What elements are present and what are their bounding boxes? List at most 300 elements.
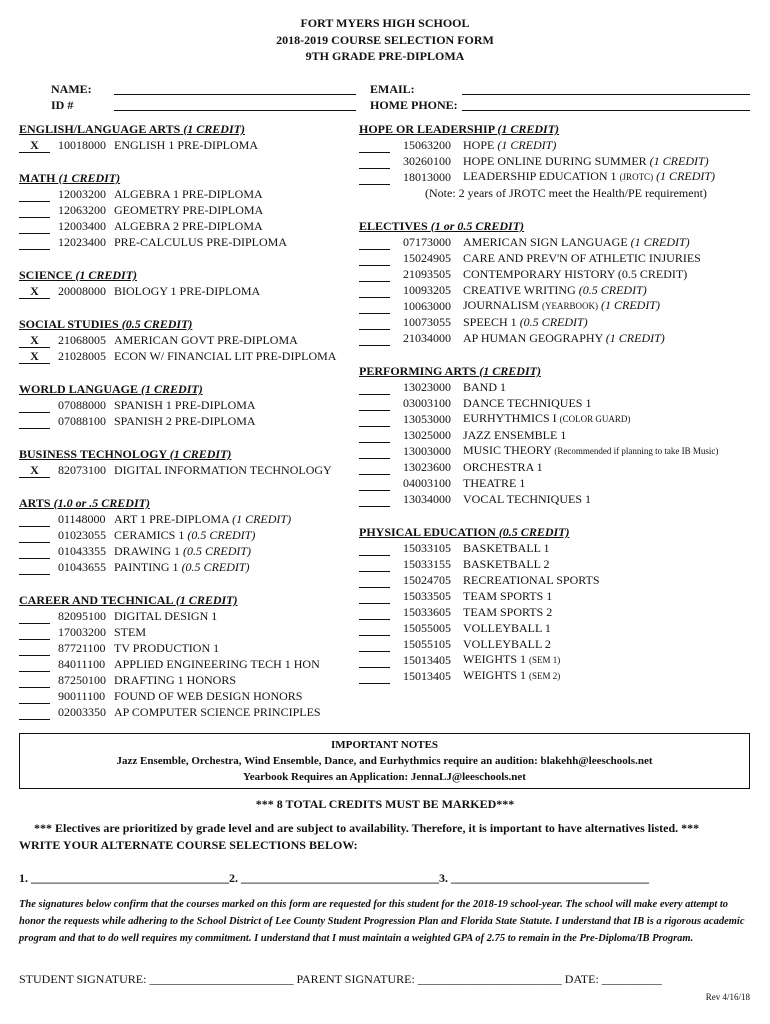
course-code: 84011100 xyxy=(58,657,106,671)
course-code: 87721100 xyxy=(58,641,106,655)
section-name: WORLD LANGUAGE xyxy=(19,382,142,396)
course-credit: (1 CREDIT) xyxy=(656,169,716,183)
course-checkbox[interactable] xyxy=(359,429,390,443)
course-title: HOPE xyxy=(463,138,495,152)
course-title: ECON W/ FINANCIAL LIT PRE-DIPLOMA xyxy=(114,349,337,363)
important-notes-yearbook: Yearbook Requires an Application: JennaLJ@leeschools.net xyxy=(243,771,526,783)
section-gap xyxy=(19,429,364,446)
course-row xyxy=(19,608,364,624)
course-name xyxy=(463,250,701,266)
course-title: ORCHESTRA 1 xyxy=(463,460,543,474)
course-credit: (1 CREDIT) xyxy=(630,235,690,249)
course-checkbox[interactable] xyxy=(359,268,390,282)
course-checkbox[interactable] xyxy=(19,658,50,672)
course-credit: (0.5 CREDIT) xyxy=(181,560,250,574)
course-row xyxy=(359,443,759,459)
course-credit: (0.5 CREDIT) xyxy=(183,544,252,558)
course-name xyxy=(463,410,630,427)
course-name xyxy=(463,604,552,620)
course-name xyxy=(463,379,506,395)
course-name xyxy=(114,704,321,720)
course-title: SPANISH 1 PRE-DIPLOMA xyxy=(114,398,256,412)
course-credit: (1 CREDIT) xyxy=(497,138,557,152)
course-row xyxy=(359,475,759,491)
course-checkbox[interactable] xyxy=(359,413,390,427)
course-row xyxy=(19,543,364,559)
course-code: 82095100 xyxy=(58,609,106,623)
course-code: 15055005 xyxy=(403,621,451,635)
course-title: FOUND OF WEB DESIGN HONORS xyxy=(114,689,303,703)
course-row xyxy=(359,234,759,250)
course-name xyxy=(463,282,647,298)
course-row xyxy=(359,298,759,314)
email-field[interactable] xyxy=(462,94,750,95)
course-row xyxy=(359,556,759,572)
course-checkbox[interactable] xyxy=(359,590,390,604)
course-code: 12003400 xyxy=(58,219,106,233)
course-code: 13003000 xyxy=(403,444,451,458)
course-row xyxy=(19,413,364,429)
course-checkbox[interactable] xyxy=(359,477,390,491)
course-checkbox[interactable] xyxy=(359,622,390,636)
section-title xyxy=(359,524,759,540)
electives-notice: *** Electives are prioritized by grade level and are subject to availability. Therefore, it is important to have alternatives listed. *** xyxy=(34,821,700,835)
section-name: ELECTIVES xyxy=(359,219,431,233)
course-code: 13023000 xyxy=(403,380,451,394)
section-credit: (0.5 CREDIT) xyxy=(498,525,570,539)
course-row xyxy=(359,395,759,411)
section-credit: (1 or 0.5 CREDIT) xyxy=(430,219,525,233)
course-row xyxy=(359,411,759,427)
course-checkbox[interactable] xyxy=(19,188,50,202)
course-code: 10063000 xyxy=(403,299,451,313)
course-name xyxy=(114,186,263,202)
course-row xyxy=(359,266,759,282)
course-row xyxy=(359,250,759,266)
course-code: 07173000 xyxy=(403,235,451,249)
course-row xyxy=(19,202,364,218)
course-code: 13023600 xyxy=(403,460,451,474)
name-label: NAME: xyxy=(51,82,92,96)
course-credit: (0.5 CREDIT) xyxy=(519,315,588,329)
course-checkbox[interactable] xyxy=(19,415,50,429)
section-title xyxy=(19,446,364,462)
course-checkbox[interactable] xyxy=(359,638,390,652)
course-checkbox[interactable]: X xyxy=(19,139,50,153)
course-name xyxy=(463,297,660,314)
course-code: 04003100 xyxy=(403,476,451,490)
course-code: 87250100 xyxy=(58,673,106,687)
course-title: ART 1 PRE-DIPLOMA xyxy=(114,512,230,526)
course-row xyxy=(359,636,759,652)
course-title: SPANISH 2 PRE-DIPLOMA xyxy=(114,414,256,428)
course-name xyxy=(114,527,255,543)
course-note: (Recommended if planning to take IB Music) xyxy=(554,446,719,456)
course-checkbox[interactable] xyxy=(19,236,50,250)
course-credit: (1 CREDIT) xyxy=(601,298,661,312)
signature-lines[interactable]: STUDENT SIGNATURE: ________________________ PARENT SIGNATURE: ________________________ DATE: __________ xyxy=(19,972,662,986)
course-title: MUSIC THEORY xyxy=(463,443,552,457)
course-checkbox[interactable] xyxy=(19,220,50,234)
course-checkbox[interactable] xyxy=(19,561,50,575)
course-name xyxy=(114,511,291,527)
school-name: FORT MYERS HIGH SCHOOL xyxy=(300,16,470,30)
course-checkbox[interactable] xyxy=(359,171,390,185)
section-title xyxy=(19,267,364,283)
course-checkbox[interactable] xyxy=(19,690,50,704)
course-row xyxy=(359,572,759,588)
course-name xyxy=(114,559,250,575)
course-code: 01043355 xyxy=(58,544,106,558)
course-row xyxy=(19,511,364,527)
course-title: EURHYTHMICS I xyxy=(463,411,557,425)
course-checkbox[interactable] xyxy=(359,574,390,588)
course-name xyxy=(114,624,146,640)
section-credit: (1 CREDIT) xyxy=(141,382,203,396)
course-code: 18013000 xyxy=(403,170,451,184)
course-checkbox[interactable] xyxy=(359,558,390,572)
course-credit: (1 CREDIT) xyxy=(649,154,709,168)
section-gap xyxy=(19,364,364,381)
course-row xyxy=(359,314,759,330)
course-name xyxy=(114,543,251,559)
course-checkbox[interactable] xyxy=(359,316,390,330)
course-row xyxy=(359,137,759,153)
course-name xyxy=(114,608,217,624)
course-code: 07088000 xyxy=(58,398,106,412)
course-name xyxy=(463,427,566,443)
course-name xyxy=(114,640,219,656)
course-code: 01023055 xyxy=(58,528,106,542)
course-title: SPEECH 1 xyxy=(463,315,517,329)
phone-field[interactable] xyxy=(462,110,750,111)
course-title: APPLIED ENGINEERING TECH 1 HON xyxy=(114,657,320,671)
course-checkbox[interactable] xyxy=(359,236,390,250)
course-name xyxy=(463,395,591,411)
course-checkbox[interactable] xyxy=(359,493,390,507)
section-credit: (1 CREDIT) xyxy=(58,171,121,185)
course-name xyxy=(114,688,302,704)
course-title: BIOLOGY 1 PRE-DIPLOMA xyxy=(114,284,261,298)
course-code: 30260100 xyxy=(403,154,451,168)
course-title: TEAM SPORTS 2 xyxy=(463,605,553,619)
course-credit: (1 CREDIT) xyxy=(232,512,292,526)
course-code: 10073055 xyxy=(403,315,451,329)
course-row xyxy=(359,668,759,684)
alternates-heading: WRITE YOUR ALTERNATE COURSE SELECTIONS BELOW: xyxy=(19,838,358,852)
course-name xyxy=(114,137,258,153)
section-gap xyxy=(19,478,364,495)
consent-statement: The signatures below confirm that the courses marked on this form are requested for this student for the 2018-19 school-year. The school will make every attempt to honor the requests while adhering to the School District of Lee County Student Progression Plan and Florida State Statute. I understand that IB is a rigorous academic program and that to do well requires my commitment. I understand that I must maintain a weighted GPA of 2.75 to remain in the Pre-Diploma/IB Program. xyxy=(19,899,745,944)
revision-date: Rev 4/16/18 xyxy=(705,992,750,1002)
course-code: 17003200 xyxy=(58,625,106,639)
course-checkbox[interactable] xyxy=(19,706,50,720)
course-checkbox[interactable] xyxy=(359,284,390,298)
course-row xyxy=(359,282,759,298)
course-title: BASKETBALL 1 xyxy=(463,541,550,555)
course-title: AP HUMAN GEOGRAPHY xyxy=(463,331,603,345)
course-checkbox[interactable] xyxy=(359,670,390,684)
course-title: BASKETBALL 2 xyxy=(463,557,550,571)
course-row xyxy=(19,559,364,575)
course-checkbox[interactable] xyxy=(359,542,390,556)
section-gap xyxy=(359,507,759,524)
section-title xyxy=(359,363,759,379)
course-note: (SEM 2) xyxy=(529,671,561,681)
course-checkbox[interactable] xyxy=(359,155,390,169)
course-row xyxy=(19,283,364,299)
course-name xyxy=(114,413,256,429)
course-checkbox[interactable] xyxy=(359,606,390,620)
course-row xyxy=(359,604,759,620)
course-row xyxy=(359,540,759,556)
course-title: DANCE TECHNIQUES 1 xyxy=(463,396,592,410)
right-course-column xyxy=(359,121,759,684)
grade-title: 9TH GRADE PRE-DIPLOMA xyxy=(305,49,465,63)
course-checkbox[interactable] xyxy=(359,445,390,459)
course-row xyxy=(359,330,759,346)
course-row xyxy=(19,397,364,413)
section-name: BUSINESS TECHNOLOGY xyxy=(19,447,170,461)
course-code: 13025000 xyxy=(403,428,451,442)
course-row xyxy=(19,234,364,250)
section-credit: (1 CREDIT) xyxy=(169,447,232,461)
section-title xyxy=(19,592,364,608)
course-checkbox[interactable] xyxy=(19,610,50,624)
course-code: 10093205 xyxy=(403,283,451,297)
course-credit: (0.5 CREDIT) xyxy=(187,528,256,542)
course-code: 82073100 xyxy=(58,463,106,477)
course-name xyxy=(463,556,550,572)
section-name: MATH xyxy=(19,171,59,185)
section-credit: (1 CREDIT) xyxy=(75,268,138,282)
course-code: 21028005 xyxy=(58,349,106,363)
course-title: DIGITAL DESIGN 1 xyxy=(114,609,218,623)
course-row xyxy=(19,624,364,640)
course-checkbox[interactable]: X xyxy=(19,350,50,364)
course-checkbox[interactable] xyxy=(19,399,50,413)
course-title: CONTEMPORARY HISTORY (0.5 CREDIT) xyxy=(463,267,688,281)
course-code: 13053000 xyxy=(403,412,451,426)
section-credit: (0.5 CREDIT) xyxy=(121,317,193,331)
course-title: WEIGHTS 1 xyxy=(463,668,526,682)
course-title: PAINTING 1 xyxy=(114,560,179,574)
course-title: JOURNALISM xyxy=(463,298,540,312)
section-gap xyxy=(19,153,364,170)
course-title: LEADERSHIP EDUCATION 1 xyxy=(463,169,617,183)
course-row xyxy=(19,348,364,364)
course-name xyxy=(463,168,715,185)
course-title: AMERICAN SIGN LANGUAGE xyxy=(463,235,628,249)
course-title: AP COMPUTER SCIENCE PRINCIPLES xyxy=(114,705,321,719)
course-checkbox[interactable] xyxy=(19,674,50,688)
section-name: CAREER AND TECHNICAL xyxy=(19,593,176,607)
course-code: 12023400 xyxy=(58,235,106,249)
course-checkbox[interactable] xyxy=(359,461,390,475)
course-code: 15033155 xyxy=(403,557,451,571)
course-row xyxy=(359,620,759,636)
course-checkbox[interactable] xyxy=(359,381,390,395)
course-name xyxy=(463,153,709,169)
course-code: 10018000 xyxy=(58,138,106,152)
section-credit: (1.0 or .5 CREDIT) xyxy=(53,496,150,510)
course-checkbox[interactable] xyxy=(19,513,50,527)
course-name xyxy=(114,397,256,413)
course-name xyxy=(114,332,298,348)
course-row xyxy=(19,186,364,202)
section-title xyxy=(19,381,364,397)
course-checkbox[interactable]: X xyxy=(19,334,50,348)
course-code: 12003200 xyxy=(58,187,106,201)
course-name xyxy=(463,651,560,668)
name-field[interactable] xyxy=(114,94,356,95)
course-checkbox[interactable] xyxy=(359,332,390,346)
section-name: SOCIAL STUDIES xyxy=(19,317,122,331)
course-checkbox[interactable] xyxy=(19,204,50,218)
section-footnote: (Note: 2 years of JROTC meet the Health/PE requirement) xyxy=(425,186,707,200)
section-name: PHYSICAL EDUCATION xyxy=(359,525,499,539)
course-title: RECREATIONAL SPORTS xyxy=(463,573,600,587)
course-code: 21068005 xyxy=(58,333,106,347)
course-row xyxy=(359,652,759,668)
course-name xyxy=(463,475,525,491)
course-title: DIGITAL INFORMATION TECHNOLOGY xyxy=(114,463,332,477)
course-code: 15013405 xyxy=(403,653,451,667)
course-name xyxy=(114,283,260,299)
course-note: (COLOR GUARD) xyxy=(559,414,631,424)
course-checkbox[interactable] xyxy=(359,139,390,153)
total-credits-notice: *** 8 TOTAL CREDITS MUST BE MARKED*** xyxy=(255,797,515,811)
section-title xyxy=(359,121,759,137)
course-title: TEAM SPORTS 1 xyxy=(463,589,553,603)
course-note: (YEARBOOK) xyxy=(542,301,599,311)
course-code: 15033605 xyxy=(403,605,451,619)
course-code: 15013405 xyxy=(403,669,451,683)
course-title: HOPE ONLINE DURING SUMMER xyxy=(463,154,647,168)
section-name: ARTS xyxy=(19,496,54,510)
course-row xyxy=(19,688,364,704)
course-title: ALGEBRA 1 PRE-DIPLOMA xyxy=(114,187,263,201)
course-title: WEIGHTS 1 xyxy=(463,652,526,666)
section-name: ENGLISH/LANGUAGE ARTS xyxy=(19,122,184,136)
section-name: PERFORMING ARTS xyxy=(359,364,480,378)
course-name xyxy=(463,491,591,507)
course-name xyxy=(463,314,588,330)
section-title xyxy=(19,170,364,186)
course-checkbox[interactable]: X xyxy=(19,285,50,299)
course-name xyxy=(463,667,560,684)
course-name xyxy=(463,459,543,475)
important-notes-box xyxy=(19,733,750,789)
course-row xyxy=(19,462,364,478)
course-name xyxy=(463,137,556,153)
alternate-selections[interactable]: 1. _________________________________2. _________________________________3. _________________________________ xyxy=(19,871,649,885)
course-checkbox[interactable] xyxy=(19,642,50,656)
section-credit: (1 CREDIT) xyxy=(175,593,238,607)
section-credit: (1 CREDIT) xyxy=(479,364,541,378)
course-code: 13034000 xyxy=(403,492,451,506)
course-checkbox[interactable] xyxy=(19,545,50,559)
course-name xyxy=(114,234,287,250)
course-title: BAND 1 xyxy=(463,380,507,394)
course-row xyxy=(359,491,759,507)
course-code: 21093505 xyxy=(403,267,451,281)
course-code: 20008000 xyxy=(58,284,106,298)
course-name xyxy=(114,672,236,688)
course-name xyxy=(114,202,263,218)
course-code: 15033105 xyxy=(403,541,451,555)
course-checkbox[interactable]: X xyxy=(19,464,50,478)
course-checkbox[interactable] xyxy=(359,654,390,668)
course-row xyxy=(359,153,759,169)
course-title: THEATRE 1 xyxy=(463,476,526,490)
course-title: TV PRODUCTION 1 xyxy=(114,641,220,655)
course-title: VOLLEYBALL 1 xyxy=(463,621,551,635)
course-note: (SEM 1) xyxy=(529,655,561,665)
course-code: 15024705 xyxy=(403,573,451,587)
id-field[interactable] xyxy=(114,110,356,111)
course-title: CREATIVE WRITING xyxy=(463,283,576,297)
course-note: (JROTC) xyxy=(619,172,654,182)
course-title: ENGLISH 1 PRE-DIPLOMA xyxy=(114,138,258,152)
form-title: 2018-2019 COURSE SELECTION FORM xyxy=(276,33,494,47)
course-code: 12063200 xyxy=(58,203,106,217)
course-title: VOCAL TECHNIQUES 1 xyxy=(463,492,591,506)
course-code: 01148000 xyxy=(58,512,106,526)
section-gap xyxy=(19,575,364,592)
course-row xyxy=(19,332,364,348)
course-row xyxy=(359,169,759,185)
course-title: VOLLEYBALL 2 xyxy=(463,637,551,651)
course-title: DRAWING 1 xyxy=(114,544,181,558)
course-name xyxy=(463,572,600,588)
course-credit: (0.5 CREDIT) xyxy=(578,283,647,297)
phone-label: HOME PHONE: xyxy=(370,98,458,112)
course-row xyxy=(19,672,364,688)
course-checkbox[interactable] xyxy=(359,397,390,411)
section-credit: (1 CREDIT) xyxy=(183,122,245,136)
left-course-column xyxy=(19,121,364,720)
course-row xyxy=(19,527,364,543)
section-gap xyxy=(359,201,759,218)
course-title: DRAFTING 1 HONORS xyxy=(114,673,237,687)
id-label: ID # xyxy=(51,98,74,112)
important-notes-audition: Jazz Ensemble, Orchestra, Wind Ensemble, Dance, and Eurhythmics require an audition: blakehh@leeschools.net xyxy=(116,755,653,767)
course-checkbox[interactable] xyxy=(19,626,50,640)
course-name xyxy=(114,348,336,364)
course-code: 15063200 xyxy=(403,138,451,152)
course-code: 15055105 xyxy=(403,637,451,651)
section-name: SCIENCE xyxy=(19,268,76,282)
section-credit: (1 CREDIT) xyxy=(497,122,560,136)
course-checkbox[interactable] xyxy=(359,300,390,314)
course-title: CARE AND PREV'N OF ATHLETIC INJURIES xyxy=(463,251,701,265)
section-name: HOPE OR LEADERSHIP xyxy=(359,122,498,136)
section-title xyxy=(19,495,364,511)
course-code: 03003100 xyxy=(403,396,451,410)
section-title xyxy=(19,121,364,137)
section-title xyxy=(359,218,759,234)
course-row xyxy=(19,137,364,153)
course-code: 02003350 xyxy=(58,705,106,719)
course-name xyxy=(463,620,551,636)
course-checkbox[interactable] xyxy=(359,252,390,266)
course-name xyxy=(463,330,665,346)
course-row xyxy=(19,218,364,234)
course-title: ALGEBRA 2 PRE-DIPLOMA xyxy=(114,219,263,233)
important-notes-title: IMPORTANT NOTES xyxy=(330,739,439,751)
course-checkbox[interactable] xyxy=(19,529,50,543)
